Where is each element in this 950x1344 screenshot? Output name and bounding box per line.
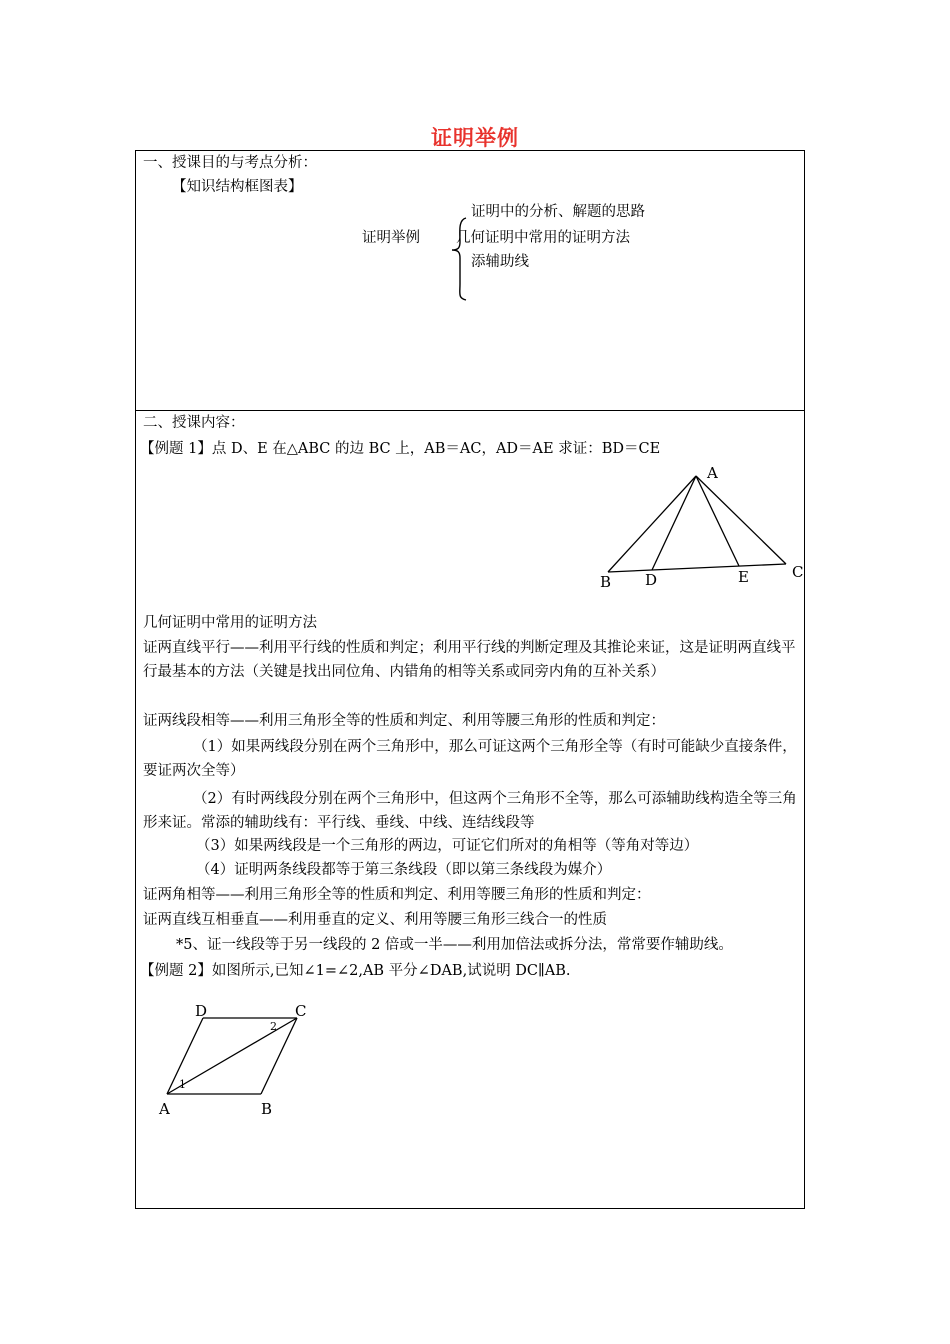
label-b: B [261, 1100, 273, 1118]
segment-ad [652, 476, 696, 570]
method-sub3: （3）如果两线段是一个三角形的两边，可证它们所对的角相等（等角对等边） [196, 838, 699, 854]
framework-branch: 几何证明中常用的证明方法 [456, 230, 630, 246]
label-b: B [600, 573, 612, 591]
label-a: A [707, 464, 718, 482]
angles-equal-method: 证两角相等——利用三角形全等的性质和判定、利用等腰三角形的性质和判定： [143, 887, 651, 903]
triangle-figure [596, 460, 806, 592]
method-sub4: （4）证明两条线段都等于第三条线段（即以第三条线段为媒介） [196, 862, 612, 878]
label-c: C [792, 563, 804, 581]
section2-heading: 二、授课内容： [143, 415, 245, 431]
label-e: E [738, 568, 749, 586]
framework-center-label: 证明举例 [362, 230, 420, 246]
segment-bc [608, 564, 786, 572]
label-c: C [295, 1002, 307, 1020]
parallel-method: 证两直线平行——利用平行线的性质和判定；利用平行线的判断定理及其推论来证，这是证明两直线平行最基本的方法（关键是找出同位角、内错角的相等关系或同旁内角的互补关系） [143, 640, 796, 680]
example1-text: 【例题 1】点 D、E 在△ABC 的边 BC 上，AB＝AC，AD＝AE 求证：BD＝CE [140, 441, 661, 457]
method-sub1: （1）如果两线段分别在两个三角形中，那么可证这两个三角形全等（有时可能缺少直接条件，要证两次全等） [143, 739, 797, 779]
section1-heading: 一、授课目的与考点分析： [143, 155, 317, 171]
label-a: A [159, 1100, 170, 1118]
segment-cb [261, 1018, 297, 1094]
segment-ae [696, 476, 739, 566]
label-d: D [645, 571, 658, 589]
label-d: D [195, 1002, 208, 1020]
framework-branch: 证明中的分析、解题的思路 [471, 204, 645, 220]
segment-ac [696, 476, 786, 564]
methods-title: 几何证明中常用的证明方法 [143, 615, 317, 631]
label-angle1: 1 [179, 1078, 186, 1091]
diagonal-ac [167, 1018, 297, 1094]
page-title: 证明举例 [431, 126, 519, 150]
item5-text: *5、证一线段等于另一线段的 2 倍或一半——利用加倍法或拆分法，常常要作辅助线。 [176, 937, 733, 953]
method-sub2: （2）有时两线段分别在两个三角形中，但这两个三角形不全等，那么可添辅助线构造全等三角形来证。常添的辅助线有：平行线、垂线、中线、连结线段等 [143, 791, 797, 831]
segment-ab [608, 476, 696, 572]
section1-subheading: 【知识结构框图表】 [172, 179, 303, 195]
example2-text: 【例题 2】如图所示,已知∠1=∠2,AB 平分∠DAB,试说明 DC∥AB. [140, 963, 571, 979]
framework-branch: 添辅助线 [471, 254, 529, 270]
parallelogram-figure [155, 996, 320, 1124]
perpendicular-method: 证两直线互相垂直——利用垂直的定义、利用等腰三角形三线合一的性质 [143, 912, 607, 928]
label-angle2: 2 [270, 1020, 277, 1033]
segments-equal-method: 证两线段相等——利用三角形全等的性质和判定、利用等腰三角形的性质和判定： [143, 713, 665, 729]
